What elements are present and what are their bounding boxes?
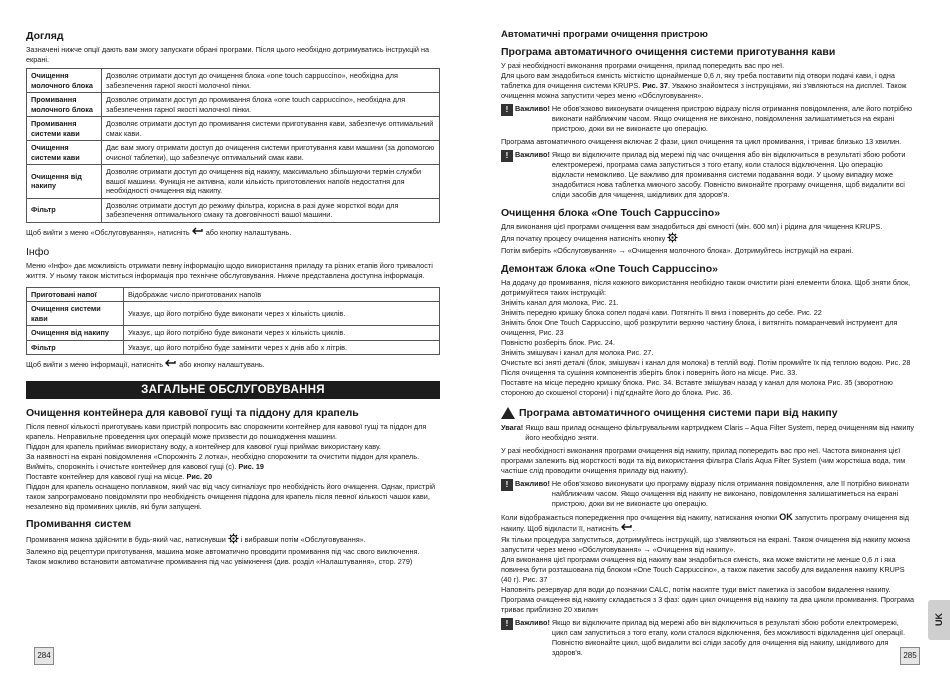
table-key-cell: Промивання системи кави <box>27 117 102 141</box>
table-value-cell: Дає вам змогу отримати доступ до очищення системи приготування кави машини (за допомогою очисної таблетки), що забезпечує оптимальний смак кави. <box>102 141 440 165</box>
coffee-p2: Для цього вам знадобиться ємність місткістю щонайменше 0,6 л, яку треба поставити під отвори подачі кави, і одна таблетка для очищення системи KRUPS. Рис. 37. Уважно знайомтеся з інструкціями, які з'являються на дисплеї. Також очищення можна запустити через меню «Обслуговування». <box>501 71 907 100</box>
warning-descale-2: ! Важливо! Якщо ви відключите прилад від мережі або він відключиться в результаті збою роботи електромережі, цикл сам запуститься з того етапу, коли сталося відключення, без можливості відкладення цієї операції. Повністю виконайте цикл, щоб видалити всі сліди засобу для очищення від накипу, шкідливого для здоров'я. <box>501 618 915 658</box>
dismantle-steps <box>501 278 915 398</box>
container-p4: Поставте контейнер для кавової гущі на місце. Рис. 20 <box>26 472 213 481</box>
table-key-cell: Очищення системи кави <box>27 302 124 326</box>
container-p2: Піддон для крапель приймає використану воду, а контейнер для кавової гущі приймає використану каву. <box>26 442 381 451</box>
dismantle-step: Після очищення та сушіння компонентів зберіть блок і поверніть його на місце. Рис. 33. <box>501 368 798 377</box>
descale-p4: Для виконання цієї програми очищення від накипу вам знадобиться ємність, яка може вмістити не менше 0,6 л і яка повинна бути розташована під блоком «One Touch Cappuccino», а також пакетик засобу для видалення накипу KRUPS (40 г). Рис. 37 <box>501 555 905 584</box>
section-bar: ЗАГАЛЬНЕ ОБСЛУГОВУВАННЯ <box>26 381 440 399</box>
doglyad-exit: Щоб вийти з меню «Обслуговування», натисніть або кнопку налаштувань. <box>26 227 440 239</box>
table-row <box>27 340 440 355</box>
doglyad-intro: Зазначені нижче опції дають вам змогу запускати обрані програми. Після цього необхідно дотримуватись інструкцій на екрані. <box>26 45 430 64</box>
back-arrow-icon <box>192 227 204 239</box>
one-touch-p2: Для початку процесу очищення натисніть кнопку <box>501 232 915 246</box>
table-key-cell: Очищення системи кави <box>27 141 102 165</box>
dismantle-step: Зніміть блок One Touch Cappuccino, щоб розкрутити верхню частину блока, і витягніть помаранчевий інструмент для очищення, Рис. 23 <box>501 318 898 337</box>
table-key-cell: Промивання молочного блока <box>27 93 102 117</box>
table-row <box>27 165 440 199</box>
back-arrow-icon <box>165 359 177 371</box>
container-p3: За наявності на екрані повідомлення «Спорожніть 2 лотка», необхідно спорожнити та очистити піддон для крапель. Вийміть, спорожніть і очистьте контейнер для кавової гущі (c). Рис. 19 <box>26 452 420 471</box>
heading-descale: Програма автоматичного очищення системи пари від накипу <box>501 407 915 420</box>
page-number: 285 <box>900 647 920 665</box>
dismantle-step: На додачу до промивання, після кожного використання необхідно також очистити різні елементи блока. Щоб зняти блок, дотримуйтеся таких інструкцій: <box>501 278 911 297</box>
table-value-cell: Дозволяє отримати доступ до промивання системи приготування кави, забезпечує оптимальний смак кави. <box>102 117 440 141</box>
descale-p1: У разі необхідності виконання програми очищення від накипу, прилад попередить вас про неї. Частота виконання цієї програми залежить від жорсткості води та від використання фільтра Claris Aqua Filter System (чим жорсткіша вода, тим частіше слід проводити очищення приладу від накипу). <box>501 446 906 475</box>
heading-info: Інфо <box>26 245 50 258</box>
table-key-cell: Фільтр <box>27 340 124 355</box>
table-value-cell: Дозволяє отримати доступ до очищення блока «one touch cappuccino», необхідна для забезпечення гарної якості молочної пінки. <box>102 69 440 93</box>
rinse-p2: Залежно від рецептури приготування, машина може автоматично проводити промивання під час свого виключення. <box>26 547 420 556</box>
heading-doglyad: Догляд <box>26 30 64 42</box>
table-key-cell: Фільтр <box>27 198 102 222</box>
warning-coffee-1: ! Важливо! Не обов'язково виконувати очищення пристрою відразу після отримання повідомлення, але його потрібно виконати найближчим часом. Якщо очищення не виконано, повідомлення залишатиметься на екрані пристрою, доки ви не виконаєте цю операцію. <box>501 104 915 134</box>
dismantle-step: Зніміть передню кришку блока сопел подачі кави. Потягніть її вниз і поверніть до себе. Рис. 22 <box>501 308 822 317</box>
table-value-cell: Відображає число приготованих напоїв <box>124 287 440 302</box>
descale-p5: Наповніть резервуар для води до позначки CALC, потім насипте туди вміст пакетика із засобом видалення накипу. <box>501 585 891 594</box>
exclamation-icon: ! <box>501 479 513 491</box>
table-row <box>27 141 440 165</box>
warning-triangle-icon <box>501 407 515 419</box>
dismantle-step: Очистьте всі знятi деталі (блок, змішувач і канал для молока) в теплій воді. Потім промийте їх під теплою водою. Рис. 28 <box>501 358 911 367</box>
language-tab: UK <box>928 600 950 640</box>
exclamation-icon: ! <box>501 104 513 116</box>
table-key-cell: Очищення від накипу <box>27 165 102 199</box>
dismantle-step: Зніміть змішувач і канал для молока Рис. 27. <box>501 348 654 357</box>
table-value-cell: Дозволяє отримати доступ до промивання блока «one touch cappuccino», необхідна для забезпечення гарної якості молочної пінки. <box>102 93 440 117</box>
table-row <box>27 198 440 222</box>
descale-p3: Як тільки процедура запуститься, дотримуйтесь інструкцій, що з'являються на екрані. Також очищення від накипу можна запустити через меню «Обслуговування» → «Очищення від накипу». <box>501 535 911 554</box>
one-touch-p1: Для виконання цієї програми очищення вам знадобиться дві ємності (мін. 600 мл) і рідина для чищення KRUPS. <box>501 222 883 231</box>
dismantle-step: Зніміть канал для молока, Рис. 21. <box>501 298 619 307</box>
warning-descale-1: ! Важливо! Не обов'язково виконувати цю програму відразу після отримання повідомлення, але її потрібно виконати найближчим часом. Якщо очищення від накипу не виконано, повідомлення залишатиметься на екрані пристрою, доки ви не виконаєте цю операцію. <box>501 479 915 509</box>
ok-button-label: OK <box>779 512 793 522</box>
table-key-cell: Приготовані напої <box>27 287 124 302</box>
table-value-cell: Указує, що його потрібно буде виконати через х кількість циклів. <box>124 326 440 341</box>
coffee-p3: Програма автоматичного очищення включає 2 фази, цикл очищення та цикл промивання, і триває близько 13 хвилин. <box>501 137 902 146</box>
table-row <box>27 117 440 141</box>
table-row <box>27 326 440 341</box>
rinse-p1: Промивання можна здійснити в будь-який час, натиснувши і вибравши потім «Обслуговування». <box>26 533 440 547</box>
container-p5: Піддон для крапель оснащено поплавком, який час від часу сигналізує про необхідність його очищення. Однак, пристрій також запрограмовано повідомляти про необхідність очищення піддона для крапель після певної кількості чашок кави, незалежно від промивних циклів, які були запущені. <box>26 482 436 511</box>
table-row <box>27 302 440 326</box>
table-key-cell: Очищення від накипу <box>27 326 124 341</box>
right-column <box>501 28 915 661</box>
table-row <box>27 287 440 302</box>
left-page <box>0 0 470 673</box>
heading-rinse: Промивання систем <box>26 518 132 530</box>
table-row <box>27 93 440 117</box>
exclamation-icon: ! <box>501 618 513 630</box>
caution-descale: Увага! Якщо ваш прилад оснащено фільтрувальним картриджем Claris – Aqua Filter System, перед очищенням від накипу його необхідно зняти. <box>501 423 915 442</box>
dismantle-step: Поставте на місце передню кришку блока. Рис. 34. Вставте змішувач назад у канал для молока Рис. 35 (зворотною стороною до скошеної сторони) і під'єднайте його до блока. Рис. 36. <box>501 378 893 397</box>
coffee-p1: У разі необхідності виконання програми очищення, прилад попередить вас про неї. <box>501 61 785 70</box>
heading-dismantle: Демонтаж блока «One Touch Cappuccino» <box>501 263 718 275</box>
exclamation-icon: ! <box>501 150 513 162</box>
table-value-cell: Дозволяє отримати доступ до режиму фільтра, корисна в разі дуже жорсткої води для забезпечення оптимального смаку та довговічності вашої машини. <box>102 198 440 222</box>
rinse-p3: Також можливо встановити автоматичне промивання під час увімкнення (див. розділ «Налаштування», стор. 279) <box>26 557 413 566</box>
right-page <box>475 0 950 673</box>
one-touch-p3: Потім виберіть «Обслуговування» → «Очищення молочного блока». Дотримуйтесь інструкцій на екрані. <box>501 246 854 255</box>
left-column <box>26 28 440 567</box>
table-value-cell: Указує, що його потрібно буде замінити через х днів або х літрів. <box>124 340 440 355</box>
table-key-cell: Очищення молочного блока <box>27 69 102 93</box>
doglyad-table <box>26 68 440 223</box>
back-arrow-icon <box>621 523 633 535</box>
info-intro: Меню «Інфо» дає можливість отримати певну інформацію щодо використання приладу та різних етапів його тривалості життя. У ньому також міститься інформація про технічне обслуговування. Нижче представлена доступна інформація. <box>26 260 433 280</box>
descale-p2: Коли відображається попередження про очищення від накипу, натискання кнопки OK запустить програму очищення від накипу. Щоб відкласти її, натисніть . <box>501 512 915 535</box>
descale-p6: Програма очищення від накипу складається з 3 фаз: один цикл очищення від накипу та два цикли промивання. Програма триває приблизно 20 хвилин <box>501 595 915 614</box>
table-value-cell: Дозволяє отримати доступ до очищення від накипу, максимально збільшуючи термін служби вашої машини. Функція не активна, коли кількість приготовлених напоїв недостатня для необхідності очищення від накипу. <box>102 165 440 199</box>
warning-coffee-2: ! Важливо! Якщо ви відключите прилад від мережі під час очищення або він відключиться в результаті збою роботи електромережі, програма сама запуститься з того етапу, коли сталося відключення. Цю операцію відкласти неможливо. Це важливо для промивання системи подавання води. У цьому випадку може знадобитися нова таблетка миючого засобу. Повністю виконайте програму очищення, щоб видалити всі сліди засобів для чищення, шкідливих для здоров'я. <box>501 150 915 200</box>
container-p1: Після певної кількості приготувань кави пристрій попросить вас спорожнити контейнер для кавової гущі та піддон для крапель. Неправильне проведення цих операцій може призвести до пошкодження машини. <box>26 422 427 441</box>
table-value-cell: Указує, що його потрібно буде виконати через х кількість циклів. <box>124 302 440 326</box>
heading-one-touch: Очищення блока «One Touch Cappuccino» <box>501 207 721 219</box>
heading-container: Очищення контейнера для кавової гущі та піддону для крапель <box>26 407 359 419</box>
table-row <box>27 69 440 93</box>
info-exit: Щоб вийти з меню інформації, натисніть або кнопку налаштувань. <box>26 359 440 371</box>
dismantle-step: Повністю розберіть блок. Рис. 24. <box>501 338 615 347</box>
heading-auto: Автоматичні програми очищення пристрою <box>501 29 708 40</box>
gear-icon <box>667 232 678 246</box>
heading-coffee: Програма автоматичного очищення системи приготування кави <box>501 46 836 58</box>
page-number: 284 <box>34 647 54 665</box>
gear-icon <box>228 533 239 547</box>
info-table <box>26 287 440 356</box>
